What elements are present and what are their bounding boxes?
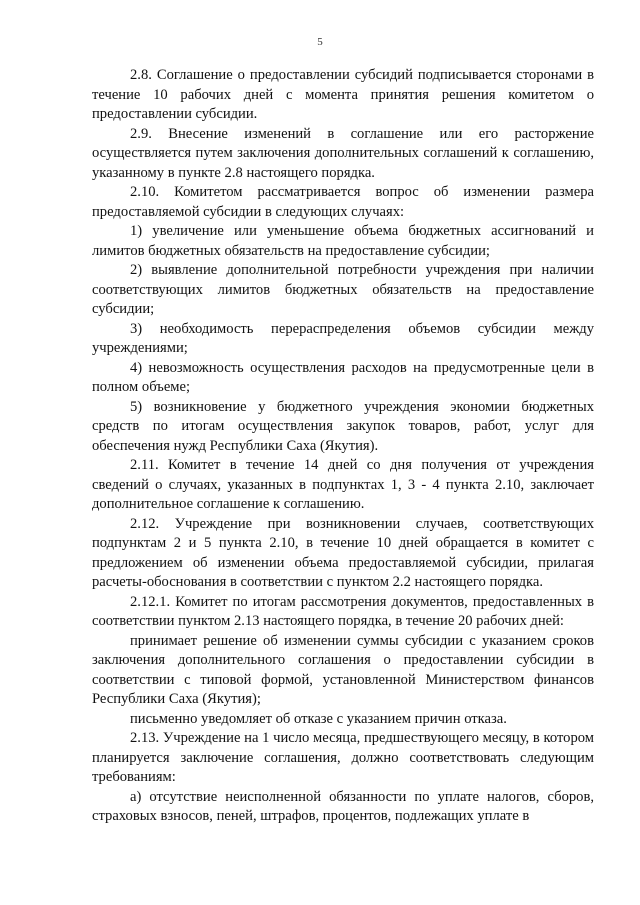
requirement-a: а) отсутствие неисполненной обязанности по уплате налогов, сборов, страховых взносов, пеней, штрафов, процентов, подлежащих уплате в <box>92 788 594 824</box>
document-body <box>92 66 594 827</box>
list-item-2: 2) выявление дополнительной потребности учреждения при наличии соответствующих лимитов бюджетных обязательств на предоставление субсидии; <box>92 262 594 317</box>
paragraph-2-12-1: 2.12.1. Комитет по итогам рассмотрения документов, предоставленных в соответствии пунктом 2.13 настоящего порядка, в течение 20 рабочих дней: <box>92 593 594 629</box>
list-item-1: 1) увеличение или уменьшение объема бюджетных ассигнований и лимитов бюджетных обязательств на предоставление субсидии; <box>92 223 594 259</box>
paragraph-2-10: 2.10. Комитетом рассматривается вопрос об изменении размера предоставляемой субсидии в следующих случаях: <box>92 184 594 220</box>
refusal-paragraph: письменно уведомляет об отказе с указанием причин отказа. <box>130 710 507 727</box>
paragraph-2-13: 2.13. Учреждение на 1 число месяца, предшествующего месяцу, в котором планируется заключение соглашения, должно соответствовать следующим требованиям: <box>92 730 594 785</box>
paragraph-2-11: 2.11. Комитет в течение 14 дней со дня получения от учреждения сведений о случаях, указанных в подпунктах 1, 3 - 4 пункта 2.10, заключает дополнительное соглашение к соглашению. <box>92 457 594 512</box>
paragraph-2-9: 2.9. Внесение изменений в соглашение или его расторжение осуществляется путем заключения дополнительных соглашений к соглашению, указанному в пункте 2.8 настоящего порядка. <box>92 125 594 181</box>
list-item-3: 3) необходимость перераспределения объемов субсидии между учреждениями; <box>92 320 594 356</box>
page-number: 5 <box>317 36 323 48</box>
paragraph-2-8: 2.8. Соглашение о предоставлении субсидий подписывается сторонами в течение 10 рабочих дней с момента принятия решения комитетом о предоставлении субсидии. <box>92 67 594 122</box>
paragraph-2-12: 2.12. Учреждение при возникновении случаев, соответствующих подпунктам 2 и 5 пункта 2.10, в течение 10 дней обращается в комитет с предложением об изменении объема предоставляемой субсидии, прилагая расчеты-обоснования в соответствии с пунктом 2.2 настоящего порядка. <box>92 515 594 590</box>
decision-paragraph: принимает решение об изменении суммы субсидии с указанием сроков заключения дополнительного соглашения о предоставлении субсидии в соответствии с типовой формой, установленной Министерством финансов Республики Саха (Якутия); <box>92 632 594 707</box>
list-item-4: 4) невозможность осуществления расходов на предусмотренные цели в полном объеме; <box>92 359 594 395</box>
list-item-5: 5) возникновение у бюджетного учреждения экономии бюджетных средств по итогам осуществления закупок товаров, работ, услуг для обеспечения нужд Республики Саха (Якутия). <box>92 398 594 454</box>
